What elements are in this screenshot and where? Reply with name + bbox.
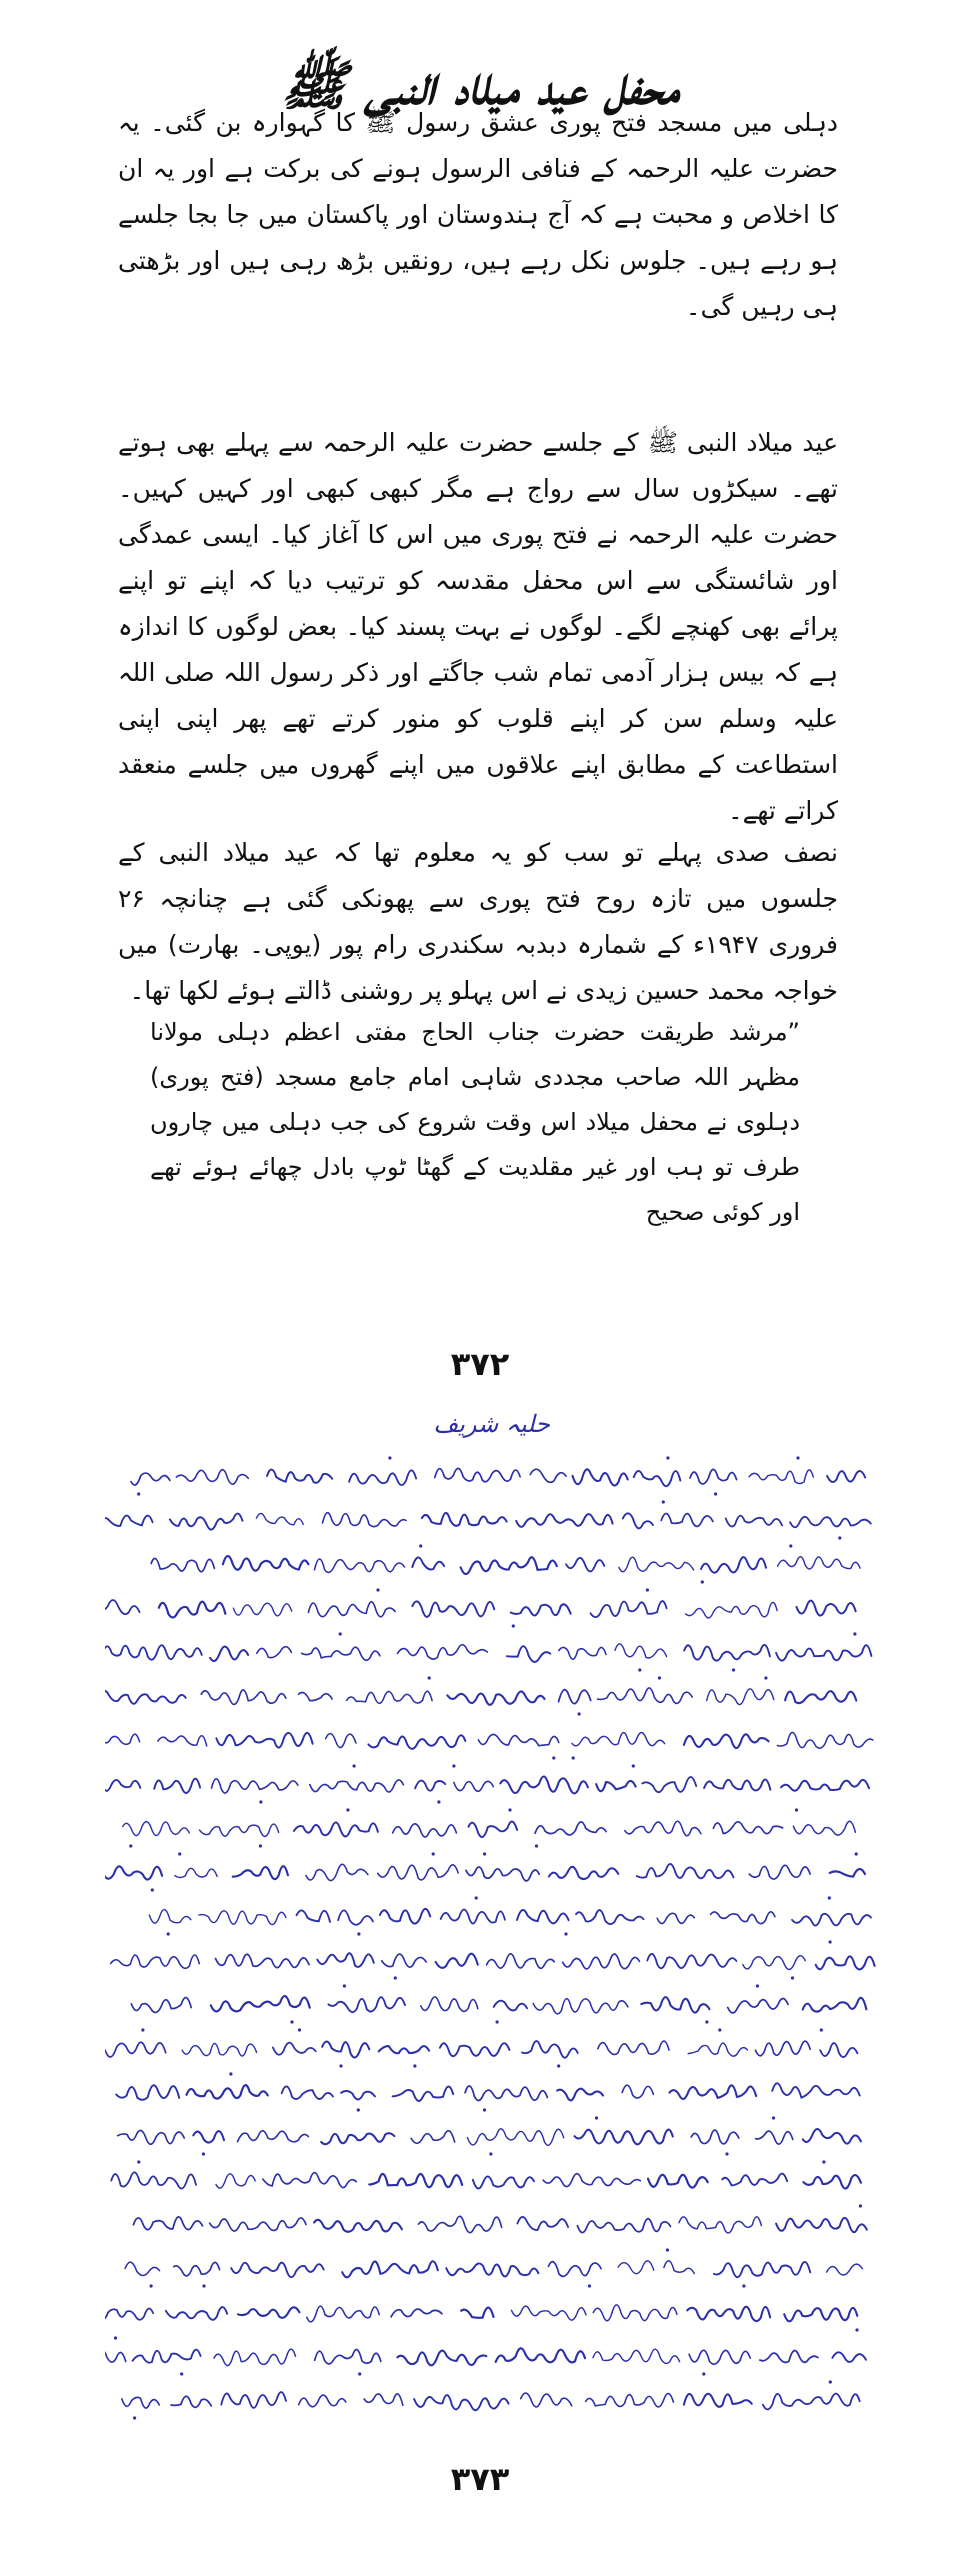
handwritten-word — [711, 1912, 775, 1924]
handwritten-word — [559, 1690, 591, 1704]
handwritten-word — [328, 1997, 405, 2012]
handwritten-word — [684, 2394, 752, 2407]
handwritten-word — [199, 1911, 286, 1925]
handwritten-word — [749, 1470, 813, 1484]
handwritten-word — [216, 1954, 310, 1967]
handwritten-word — [133, 2350, 201, 2363]
handwritten-word — [803, 2175, 861, 2188]
handwritten-word — [133, 2217, 202, 2230]
handwritten-word — [465, 2086, 547, 2101]
handwritten-word — [105, 2042, 166, 2057]
handwritten-word — [778, 1557, 860, 1569]
handwritten-word — [507, 1646, 550, 1662]
handwritten-word — [728, 1998, 788, 2012]
handwritten-word — [342, 2261, 438, 2277]
handwritten-dot — [339, 1632, 342, 1635]
handwritten-word — [713, 1822, 782, 1834]
handwritten-dot — [483, 1852, 486, 1855]
handwritten-line — [105, 2374, 880, 2426]
handwritten-word — [380, 1909, 430, 1924]
handwritten-word — [369, 2174, 462, 2187]
paragraph-1: دہلی میں مسجد فتح پوری عشق رسول ﷺ کا گہوارہ بن گئی۔ یہ حضرت علیہ الرحمہ کے فنافی الرسول ہونے کی برکت ہے اور یہ ان کا اخلاص و محبت ہے کہ آج ہندوستان اور پاکستان میں جا بجا جلسے ہو رہے ہیں۔ جلوس نکل رہے ہیں، رونقیں بڑھ رہی ہیں اور بڑھتی ہی رہیں گی۔ — [118, 108, 838, 321]
handwritten-word — [619, 1557, 694, 1572]
handwritten-word — [211, 1996, 310, 2011]
handwritten-word — [435, 1468, 520, 1481]
handwritten-word — [784, 2308, 857, 2321]
handwritten-word — [701, 1557, 766, 1573]
handwritten-word — [575, 2130, 673, 2145]
handwritten-word — [447, 1691, 544, 1704]
letter-heading: حلیہ شریف — [433, 1410, 550, 1438]
handwritten-word — [792, 1914, 871, 1926]
handwritten-word — [256, 1513, 303, 1524]
handwritten-word — [421, 1997, 478, 2011]
handwritten-word — [415, 1781, 445, 1791]
handwritten-dot — [820, 2028, 823, 2031]
handwritten-word — [221, 2392, 286, 2408]
handwritten-word — [533, 1999, 628, 2014]
handwritten-word — [714, 2262, 810, 2277]
paragraph-3: نصف صدی پہلے تو سب کو یہ معلوم تھا کہ عید میلاد النبی کے جلسوں میں تازہ روح فتح پوری سے پھونکی گئی ہے چنانچہ ۲۶ فروری ۱۹۴۷ء کے شمارہ دبدبہ سکندری رام پور (یوپی۔ بھارت) میں خواجہ محمد حسین زیدی نے اس پہلو پر روشنی ڈالتے ہوئے لکھا تھا۔ — [118, 838, 838, 1005]
handwritten-word — [722, 2174, 787, 2186]
handwritten-word — [776, 2218, 867, 2232]
handwritten-word — [422, 1513, 507, 1526]
handwritten-word — [446, 2263, 538, 2276]
handwritten-word — [642, 1777, 696, 1792]
handwritten-word — [691, 2130, 739, 2144]
handwritten-word — [123, 1822, 190, 1836]
handwritten-word — [454, 1781, 494, 1791]
handwritten-word — [641, 1997, 709, 2013]
handwritten-word — [591, 1601, 667, 1617]
handwritten-word — [467, 2129, 563, 2146]
handwritten-word — [441, 1910, 505, 1924]
handwritten-word — [347, 1691, 433, 1703]
handwritten-word — [776, 1645, 871, 1660]
handwritten-dot — [229, 2072, 232, 2075]
paragraph-2: عید میلاد النبی ﷺ کے جلسے حضرت علیہ الرحمہ سے پہلے بھی ہوتے تھے۔ سیکڑوں سال سے رواج ہے مگر کبھی کبھی اور کہیں کہیں۔ حضرت علیہ الرحمہ نے فتح پوری میں اس کا آغاز کیا۔ ایسی عمدگی اور شائستگی سے اس محفل مقدسہ کو ترتیب دیا کہ اپنے تو اپنے پرائے بھی کھنچے لگے۔ لوگوں نے بہت پسند کیا۔ بعض لوگوں کا اندازہ ہے کہ بیس ہزار آدمی تمام شب جاگتے اور ذکر رسول اللہ صلی اللہ علیہ وسلم سن کر اپنے قلوب کو منور کرتے تھے پھر اپنی اپنی استطاعت کے مطابق اپنے علاقوں میں اپنے گھروں میں جلسے منعقد کراتے تھے۔ — [118, 428, 838, 825]
handwritten-dot — [756, 1984, 759, 1987]
handwritten-word — [341, 2091, 375, 2099]
handwritten-dot — [795, 1808, 798, 1811]
handwritten-word — [576, 1910, 644, 1924]
handwritten-dot — [432, 1852, 435, 1855]
handwritten-word — [598, 1688, 693, 1704]
handwritten-word — [832, 2352, 866, 2362]
handwritten-word — [201, 1690, 286, 1705]
handwritten-word — [618, 2261, 654, 2274]
handwritten-word — [827, 2264, 863, 2275]
handwritten-word — [297, 1910, 331, 1921]
handwritten-dot — [658, 1676, 661, 1679]
handwritten-word — [803, 1998, 867, 2012]
handwritten-word — [299, 2395, 346, 2407]
handwritten-word — [777, 1732, 873, 1748]
handwritten-word — [512, 2306, 587, 2320]
handwritten-word — [469, 1821, 518, 1837]
handwritten-word — [105, 1516, 153, 1526]
handwritten-word — [487, 1954, 555, 1969]
handwritten-word — [634, 1471, 681, 1486]
handwritten-word — [382, 1954, 427, 1967]
handwritten-word — [573, 1469, 628, 1485]
handwritten-word — [154, 1779, 200, 1793]
handwritten-word — [122, 2397, 159, 2408]
handwritten-word — [308, 1602, 395, 1617]
handwritten-word — [785, 1691, 856, 1703]
handwritten-word — [689, 2350, 750, 2364]
handwritten-word — [684, 1645, 770, 1661]
handwritten-word — [760, 2351, 818, 2363]
handwritten-word — [216, 1733, 312, 1748]
page-title: محفل عید میلاد النبی ﷺ — [281, 53, 679, 118]
handwritten-word — [803, 2129, 861, 2144]
handwritten-word — [323, 1513, 407, 1527]
handwritten-word — [535, 1822, 606, 1835]
handwritten-word — [314, 2220, 402, 2232]
handwritten-word — [233, 1866, 288, 1879]
handwritten-word — [598, 2041, 669, 2054]
handwritten-dot — [646, 1588, 649, 1591]
handwritten-word — [412, 1557, 444, 1569]
handwritten-dot — [346, 1808, 349, 1811]
handwritten-dot — [666, 1456, 669, 1459]
handwritten-word — [596, 1781, 635, 1791]
handwritten-dot — [141, 2028, 144, 2031]
handwritten-word — [302, 1647, 380, 1660]
handwritten-word — [111, 2172, 196, 2188]
handwritten-word — [321, 2133, 394, 2144]
handwritten-word — [790, 1517, 871, 1527]
handwritten-word — [170, 1514, 243, 1530]
handwritten-word — [670, 2085, 757, 2099]
handwritten-dot — [822, 2160, 825, 2163]
handwritten-word — [478, 1734, 558, 1745]
handwritten-word — [466, 1867, 539, 1881]
handwritten-word — [105, 1691, 186, 1704]
handwritten-word — [461, 1557, 557, 1574]
handwritten-dot — [452, 1764, 455, 1767]
handwritten-word — [820, 2043, 857, 2057]
handwritten-word — [749, 1865, 810, 1879]
handwritten-word — [511, 1604, 571, 1615]
handwritten-word — [159, 1602, 226, 1618]
handwritten-word — [187, 2085, 268, 2098]
handwritten-word — [559, 1647, 606, 1659]
handwritten-word — [517, 2217, 568, 2230]
handwritten-word — [174, 2262, 220, 2276]
handwritten-word — [118, 2130, 185, 2144]
page-number-373: ۳۷۳ — [450, 2460, 510, 2498]
handwritten-word — [182, 2043, 256, 2055]
handwritten-word — [473, 2176, 534, 2188]
handwritten-word — [756, 2041, 811, 2056]
handwritten-word — [704, 1780, 770, 1791]
handwritten-word — [257, 1647, 292, 1658]
handwritten-word — [315, 1559, 405, 1572]
handwritten-word — [176, 1470, 248, 1485]
handwritten-word — [273, 2043, 316, 2055]
handwritten-word — [577, 2219, 670, 2233]
handwritten-dot — [137, 2160, 140, 2163]
handwritten-word — [566, 1558, 604, 1571]
handwritten-word — [615, 1644, 667, 1658]
handwritten-word — [763, 2394, 860, 2410]
handwritten-word — [294, 1822, 378, 1836]
handwritten-word — [494, 2001, 527, 2011]
handwritten-word — [214, 2349, 296, 2365]
handwritten-word — [105, 2350, 126, 2364]
handwritten-dot — [475, 1896, 478, 1899]
handwritten-dot — [419, 1544, 422, 1547]
handwritten-word — [322, 2042, 369, 2058]
handwritten-dot — [796, 1456, 799, 1459]
handwritten-word — [530, 1469, 566, 1482]
handwritten-word — [315, 2350, 381, 2364]
handwritten-word — [378, 1865, 458, 1880]
handwritten-dot — [662, 1500, 665, 1503]
handwritten-word — [368, 1735, 465, 1749]
handwritten-word — [648, 2175, 708, 2188]
handwritten-word — [797, 1601, 856, 1616]
handwritten-word — [200, 1824, 279, 1836]
handwritten-letter-image — [105, 1410, 880, 2550]
handwritten-word — [175, 1868, 217, 1877]
handwritten-word — [679, 2217, 761, 2233]
handwritten-word — [364, 2394, 403, 2405]
handwritten-word — [391, 2309, 442, 2317]
handwritten-word — [105, 1645, 202, 1660]
handwritten-word — [307, 2306, 379, 2322]
handwritten-word — [151, 1558, 214, 1571]
handwritten-word — [131, 1998, 191, 2013]
handwritten-dot — [595, 2116, 598, 2119]
handwritten-word — [411, 2131, 455, 2144]
handwritten-word — [687, 2307, 770, 2321]
handwritten-word — [105, 1778, 140, 1791]
handwritten-word — [216, 2174, 255, 2188]
handwritten-word — [563, 1954, 640, 1969]
handwritten-dot — [859, 2204, 862, 2207]
handwritten-word — [586, 2393, 674, 2406]
handwritten-word — [664, 2261, 694, 2274]
handwritten-word — [338, 1910, 373, 1924]
handwritten-word — [496, 2348, 585, 2362]
handwritten-word — [521, 2393, 572, 2407]
handwritten-word — [543, 2174, 640, 2187]
handwritten-word — [393, 2086, 454, 2101]
handwritten-word — [397, 2351, 486, 2366]
handwritten-dot — [178, 1852, 181, 1855]
handwritten-dot — [133, 2416, 136, 2419]
handwritten-word — [593, 2305, 677, 2321]
handwritten-word — [326, 1734, 356, 1748]
handwritten-dot — [388, 1456, 391, 1459]
handwritten-word — [105, 1600, 140, 1614]
handwritten-word — [436, 1954, 478, 1968]
handwritten-word — [267, 1470, 332, 1483]
handwritten-word — [131, 1473, 170, 1485]
handwritten-word — [461, 2308, 493, 2318]
handwritten-word — [317, 1953, 374, 1967]
handwritten-word — [105, 2307, 153, 2320]
handwritten-word — [688, 2043, 747, 2056]
handwritten-dot — [508, 1808, 511, 1811]
handwritten-word — [516, 1514, 612, 1527]
handwritten-word — [238, 2131, 309, 2142]
handwritten-word — [647, 1954, 736, 1968]
page-number-372: ۳۷۲ — [450, 1345, 510, 1383]
handwritten-word — [306, 1864, 368, 1880]
handwritten-word — [379, 2046, 429, 2053]
handwritten-word — [593, 2349, 680, 2363]
handwritten-word — [522, 2041, 578, 2058]
handwritten-word — [690, 1469, 737, 1484]
handwritten-word — [793, 1821, 855, 1835]
handwritten-word — [233, 1603, 291, 1616]
handwritten-word — [282, 2086, 333, 2099]
handwritten-word — [781, 1780, 869, 1791]
handwritten-word — [707, 1689, 774, 1705]
handwritten-dot — [772, 2116, 775, 2119]
handwritten-word — [623, 1513, 653, 1528]
handwritten-dot — [343, 1984, 346, 1987]
handwritten-word — [830, 1869, 865, 1877]
handwritten-word — [210, 1647, 248, 1661]
handwritten-word — [412, 1601, 494, 1617]
handwritten-word — [310, 1780, 404, 1792]
handwritten-word — [158, 1736, 207, 1746]
handwritten-dot — [855, 1852, 858, 1855]
handwritten-word — [238, 2307, 299, 2318]
handwritten-word — [263, 2173, 357, 2188]
handwritten-dot — [353, 1764, 356, 1767]
handwritten-word — [625, 1821, 701, 1836]
handwritten-word — [393, 1824, 457, 1837]
handwritten-dot — [666, 2248, 669, 2251]
handwritten-word — [726, 1516, 782, 1527]
handwritten-word — [827, 1471, 865, 1482]
handwritten-word — [149, 1910, 191, 1924]
handwritten-word — [212, 1779, 298, 1793]
handwritten-word — [743, 1956, 805, 1970]
handwritten-word — [816, 1956, 875, 1969]
handwritten-word — [756, 2131, 793, 2144]
handwritten-dot — [829, 1940, 832, 1943]
handwritten-word — [548, 2262, 601, 2277]
handwritten-dot — [853, 1632, 856, 1635]
handwritten-word — [517, 1910, 569, 1923]
handwritten-dot — [764, 1676, 767, 1679]
handwritten-dot — [829, 2380, 832, 2383]
handwritten-dot — [828, 1896, 831, 1899]
handwritten-dot — [114, 2336, 117, 2339]
handwritten-word — [125, 2262, 160, 2275]
handwritten-word — [116, 2085, 179, 2100]
handwritten-word — [193, 2131, 224, 2142]
handwritten-word — [105, 1733, 140, 1748]
handwritten-dot — [789, 1544, 792, 1547]
handwritten-word — [622, 2085, 653, 2098]
handwritten-word — [684, 1734, 769, 1748]
handwritten-word — [440, 2043, 510, 2056]
handwritten-dot — [632, 1764, 635, 1767]
handwritten-word — [210, 2218, 306, 2231]
handwritten-word — [500, 1776, 588, 1793]
handwritten-word — [549, 1867, 618, 1879]
handwritten-word — [223, 1556, 308, 1571]
handwritten-dot — [428, 1676, 431, 1679]
handwritten-dot — [376, 1588, 379, 1591]
handwritten-dot — [718, 2028, 721, 2031]
handwritten-word — [419, 2216, 502, 2232]
handwritten-word — [572, 1733, 665, 1746]
handwritten-word — [111, 1955, 200, 1968]
handwritten-word — [557, 2089, 603, 2101]
handwritten-word — [349, 1470, 416, 1485]
handwritten-word — [105, 1866, 162, 1880]
handwritten-word — [398, 1645, 488, 1659]
handwritten-dot — [298, 2028, 301, 2031]
handwritten-word — [686, 1602, 778, 1618]
block-quote: ”مرشد طریقت حضرت جناب الحاج مفتی اعظم دہلی مولانا مظہر اللہ صاحب مجددی شاہی امام جامع مسجد (فتح پوری) دہلوی نے محفل میلاد اس وقت شروع کی جب دہلی میں چاروں طرف تو ہب اور غیر مقلدیت کے گھٹا ٹوپ بادل چھائے ہوئے تھے اور کوئی صحیح — [150, 1018, 800, 1226]
handwritten-word — [637, 1864, 734, 1878]
handwritten-word — [231, 2263, 324, 2278]
handwritten-word — [661, 1513, 713, 1526]
handwritten-word — [657, 1913, 694, 1923]
handwritten-word — [166, 2307, 227, 2320]
handwritten-word — [171, 2396, 211, 2407]
handwritten-word — [414, 2395, 509, 2410]
handwritten-word — [299, 1692, 333, 1700]
handwritten-word — [772, 2083, 860, 2097]
